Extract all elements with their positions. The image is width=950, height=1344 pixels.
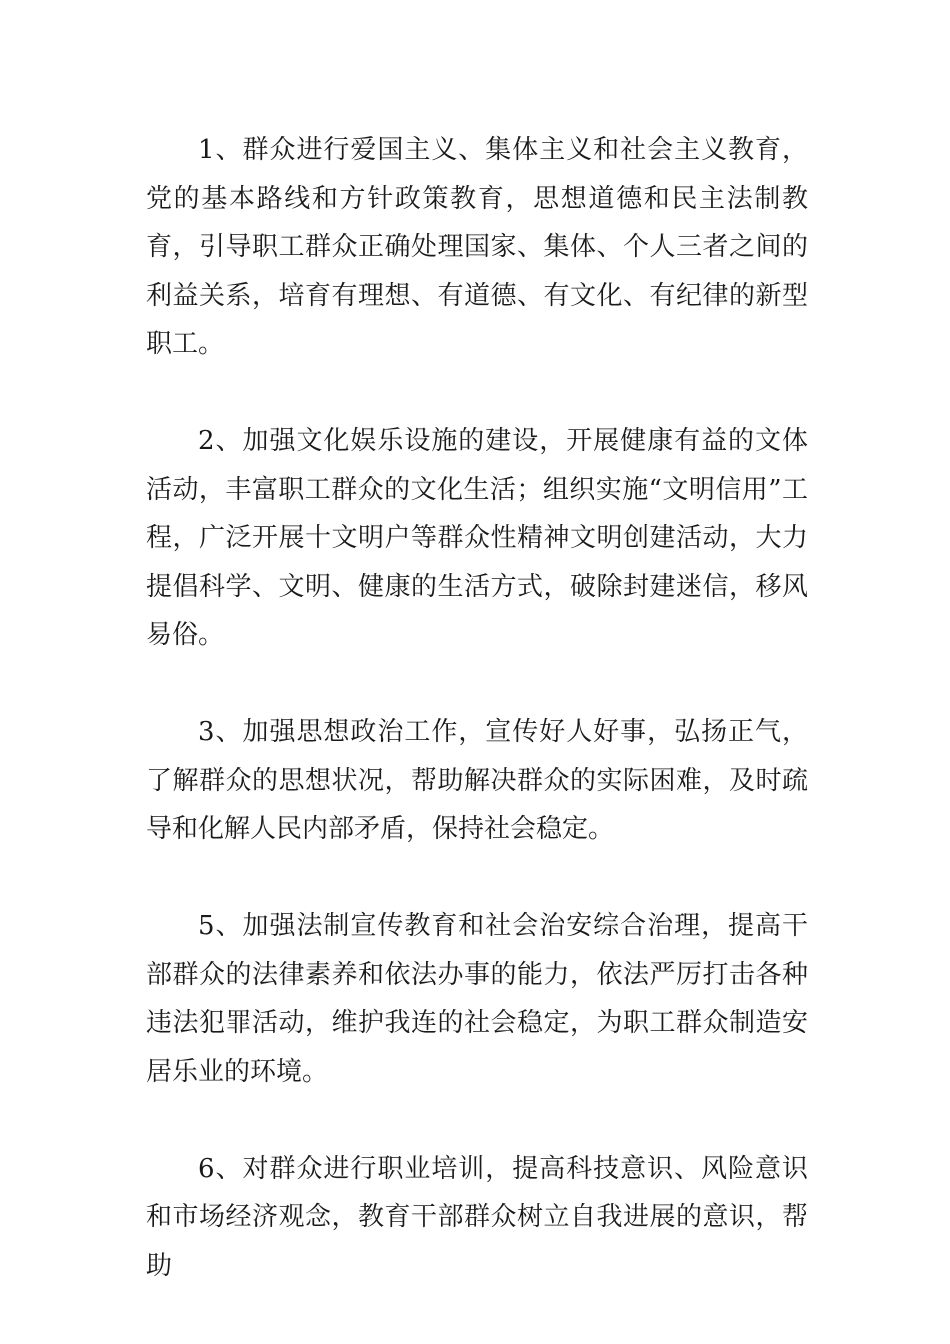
paragraph-4: 5、加强法制宣传教育和社会治安综合治理，提高干部群众的法律素养和依法办事的能力，依法严厉打击各种违法犯罪活动，维护我连的社会稳定，为职工群众制造安居乐业的环境。 <box>146 911 808 1087</box>
document-body <box>146 126 808 1339</box>
paragraph-1: 1、群众进行爱国主义、集体主义和社会主义教育，党的基本路线和方针政策教育，思想道德和民主法制教育，引导职工群众正确处理国家、集体、个人三者之间的利益关系，培育有理想、有道德、有文化、有纪律的新型职工。 <box>146 135 808 359</box>
paragraph-5: 6、对群众进行职业培训，提高科技意识、风险意识和市场经济观念，教育干部群众树立自我进展的意识，帮助 <box>146 1153 808 1281</box>
paragraph-2: 2、加强文化娱乐设施的建设，开展健康有益的文体活动，丰富职工群众的文化生活；组织实施“文明信用”工程，广泛开展十文明户等群众性精神文明创建活动，大力提倡科学、文明、健康的生活方式，破除封建迷信，移风易俗。 <box>146 426 808 650</box>
paragraph-3: 3、加强思想政治工作，宣传好人好事，弘扬正气，了解群众的思想状况，帮助解决群众的实际困难，及时疏导和化解人民内部矛盾，保持社会稳定。 <box>146 717 808 844</box>
